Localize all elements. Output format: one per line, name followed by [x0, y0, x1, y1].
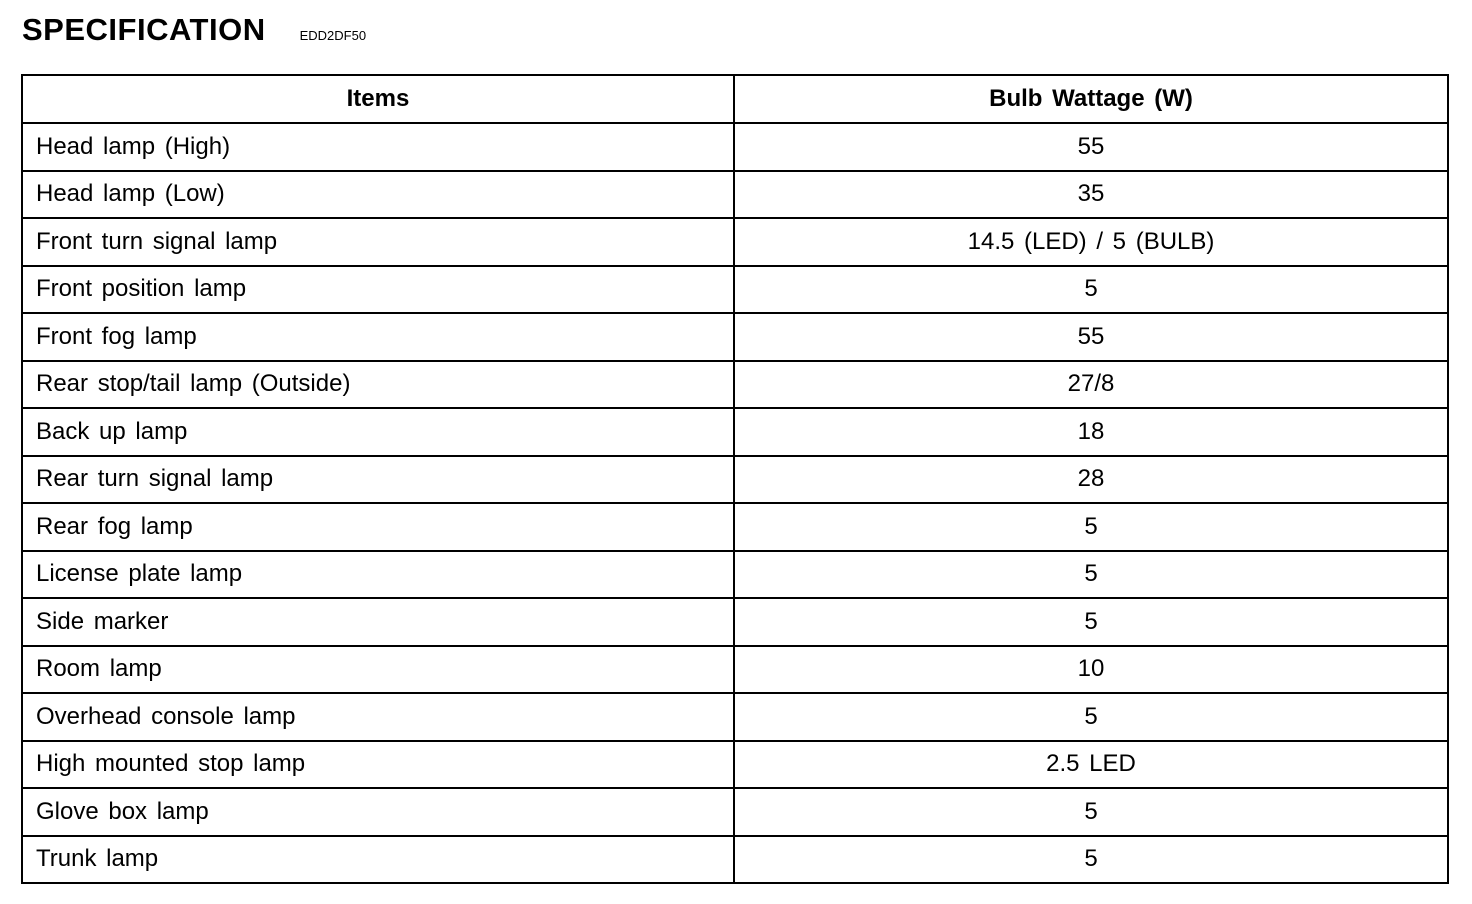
- item-cell: Room lamp: [22, 646, 734, 694]
- wattage-cell: 5: [734, 788, 1448, 836]
- item-cell: Front turn signal lamp: [22, 218, 734, 266]
- item-cell: Overhead console lamp: [22, 693, 734, 741]
- wattage-cell: 27/8: [734, 361, 1448, 409]
- table-row: [22, 836, 1448, 884]
- wattage-cell: 5: [734, 503, 1448, 551]
- wattage-cell: 5: [734, 598, 1448, 646]
- table-row: [22, 646, 1448, 694]
- table-row: [22, 741, 1448, 789]
- table-row: [22, 361, 1448, 409]
- wattage-cell: 35: [734, 171, 1448, 219]
- item-cell: Glove box lamp: [22, 788, 734, 836]
- item-cell: Side marker: [22, 598, 734, 646]
- item-cell: Trunk lamp: [22, 836, 734, 884]
- table-row: [22, 171, 1448, 219]
- item-cell: Rear fog lamp: [22, 503, 734, 551]
- item-cell: Front position lamp: [22, 266, 734, 314]
- page-heading: [22, 12, 366, 52]
- table-row: [22, 408, 1448, 456]
- wattage-cell: 55: [734, 313, 1448, 361]
- item-cell: Front fog lamp: [22, 313, 734, 361]
- wattage-cell: 5: [734, 836, 1448, 884]
- wattage-cell: 5: [734, 693, 1448, 741]
- document-code: EDD2DF50: [299, 28, 367, 43]
- table-row: [22, 456, 1448, 504]
- item-cell: License plate lamp: [22, 551, 734, 599]
- item-cell: Head lamp (High): [22, 123, 734, 171]
- column-header-bulb-wattage: Bulb Wattage (W): [734, 75, 1448, 123]
- page-title: SPECIFICATION: [22, 12, 266, 47]
- column-header-items: Items: [22, 75, 734, 123]
- table-row: [22, 598, 1448, 646]
- item-cell: Rear stop/tail lamp (Outside): [22, 361, 734, 409]
- wattage-cell: 2.5 LED: [734, 741, 1448, 789]
- table-row: [22, 218, 1448, 266]
- table-row: [22, 551, 1448, 599]
- table-row: [22, 693, 1448, 741]
- table-row: [22, 788, 1448, 836]
- wattage-cell: 18: [734, 408, 1448, 456]
- wattage-cell: 14.5 (LED) / 5 (BULB): [734, 218, 1448, 266]
- wattage-cell: 55: [734, 123, 1448, 171]
- item-cell: Head lamp (Low): [22, 171, 734, 219]
- table-row: [22, 123, 1448, 171]
- table-header-row: [22, 75, 1448, 123]
- item-cell: Rear turn signal lamp: [22, 456, 734, 504]
- table-row: [22, 313, 1448, 361]
- item-cell: Back up lamp: [22, 408, 734, 456]
- wattage-cell: 28: [734, 456, 1448, 504]
- item-cell: High mounted stop lamp: [22, 741, 734, 789]
- wattage-cell: 10: [734, 646, 1448, 694]
- wattage-cell: 5: [734, 266, 1448, 314]
- table-row: [22, 503, 1448, 551]
- wattage-cell: 5: [734, 551, 1448, 599]
- spec-table: [21, 74, 1449, 884]
- table-row: [22, 266, 1448, 314]
